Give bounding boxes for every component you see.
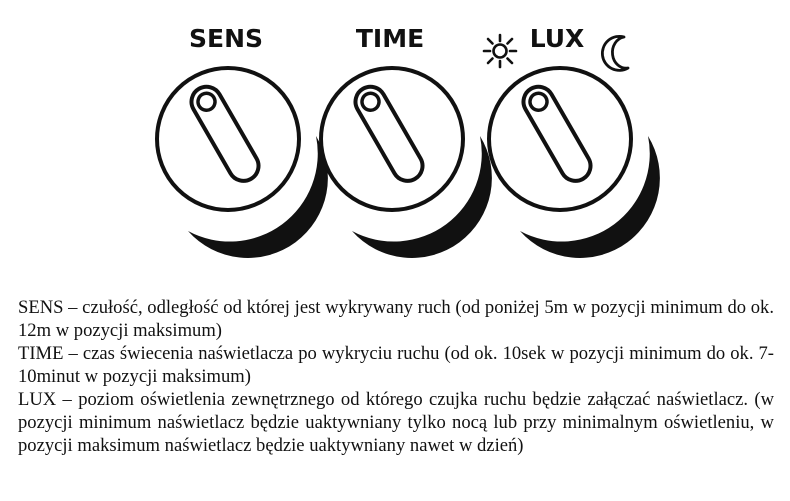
sens-description: SENS – czułość, odległość od której jest wykrywany ruch (od poniżej 5m w pozycji minimum do ok. 12m w pozycji maksimum) (18, 297, 774, 341)
lux-knob (489, 24, 660, 258)
time-label: TIME (355, 24, 425, 53)
description-block (18, 296, 774, 457)
moon-icon (602, 36, 628, 70)
time-description: TIME – czas świecenia naświetlacza po wykryciu ruchu (od ok. 10sek w pozycji minimum do ok. 7-10minut w pozycji maksimum) (18, 343, 774, 387)
time-knob (321, 24, 492, 258)
sun-icon (484, 35, 516, 67)
sens-label: SENS (188, 24, 264, 53)
lux-description: LUX – poziom oświetlenia zewnętrznego od którego czujka ruchu będzie załączać naświetlacz. (w pozycji minimum naświetlacz będzie uaktywniany tylko nocą lub przy minimalnym oświetleniu, w pozycji maksimum naświetlacz będzie uaktywniany nawet w dzień) (18, 389, 774, 456)
sens-knob (157, 24, 328, 258)
lux-label: LUX (529, 24, 585, 53)
